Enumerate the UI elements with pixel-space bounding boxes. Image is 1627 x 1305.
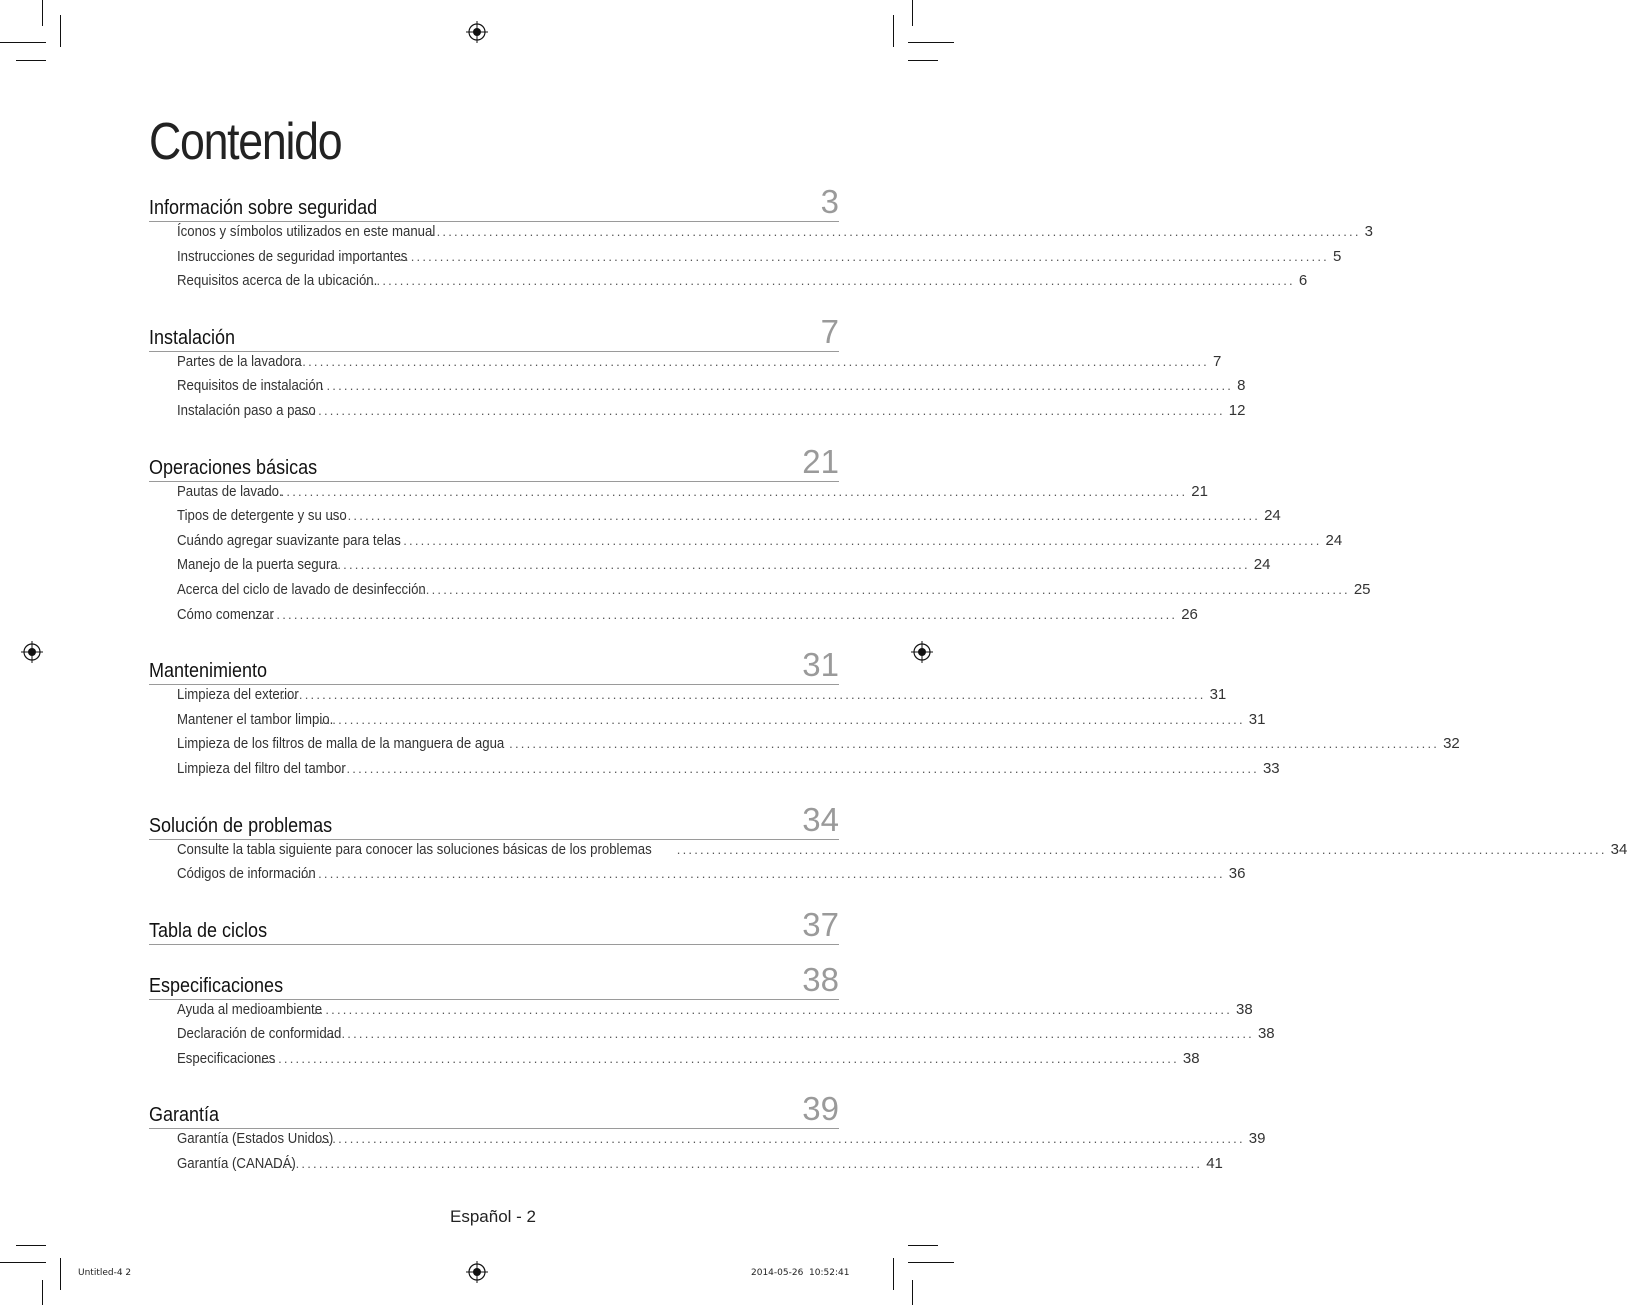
toc-entry-page-number: 33 [1262, 759, 1280, 777]
toc-entry-list [149, 840, 1627, 890]
toc-section [149, 798, 1627, 890]
toc-section [149, 903, 839, 945]
toc-entry-page-number: 38 [1182, 1049, 1200, 1067]
dot-leader: ................................................................................................................................................................ [509, 736, 1440, 752]
toc-entry-label: Cómo comenzar [177, 605, 274, 623]
toc-section-title: Solución de problemas [149, 814, 333, 837]
toc-entry[interactable] [177, 272, 1308, 297]
toc-section-heading[interactable] [149, 180, 839, 222]
toc-entry-page-number: 26 [1181, 605, 1198, 623]
toc-section-title: Mantenimiento [149, 660, 268, 683]
dot-leader: ................................................................................................................................................................ [399, 248, 1329, 264]
toc-section [149, 1087, 1266, 1179]
toc-section-heading[interactable] [149, 1087, 839, 1129]
crop-mark [908, 1262, 954, 1263]
toc-section-page-number: 21 [802, 442, 839, 480]
dot-leader: ................................................................................................................................................................ [391, 532, 1322, 548]
dot-leader: ................................................................................................................................................................ [272, 1156, 1203, 1172]
toc-section-page-number: 7 [820, 312, 839, 350]
toc-entry-label: Especificaciones [177, 1049, 276, 1067]
print-slug-filename: Untitled-4 2 [78, 1268, 132, 1278]
crop-mark [912, 1280, 913, 1305]
toc-entry[interactable] [177, 1025, 1275, 1050]
toc-entry-page-number: 39 [1248, 1130, 1266, 1148]
toc-entry[interactable] [177, 1155, 1223, 1180]
toc-entry-label: Instrucciones de seguridad importantes [177, 247, 408, 265]
crop-mark [893, 15, 894, 47]
toc-entry-page-number: 31 [1248, 710, 1266, 728]
crosshair-registration-icon [466, 21, 488, 43]
crop-mark [42, 0, 43, 26]
toc-entry[interactable] [177, 247, 1342, 273]
toc-section-page-number: 38 [802, 960, 839, 998]
toc-section [149, 310, 1246, 427]
crop-mark [0, 1262, 46, 1263]
dot-leader: ................................................................................................................................................................ [257, 483, 1188, 499]
toc-entry-page-number: 38 [1257, 1025, 1275, 1043]
toc-entry[interactable] [177, 401, 1246, 427]
dot-leader: ................................................................................................................................................................ [314, 1131, 1245, 1147]
dot-leader: ................................................................................................................................................................ [275, 687, 1206, 703]
print-slug-timestamp: 2014-05-26 ￼￼ 10:52:41 [751, 1268, 850, 1278]
toc-entry[interactable] [177, 840, 1627, 866]
crop-mark [912, 0, 913, 26]
dot-leader: ................................................................................................................................................................ [279, 353, 1209, 369]
dot-leader: ................................................................................................................................................................ [319, 557, 1250, 573]
toc-entry-label: Garantía (CANADÁ) [177, 1155, 296, 1173]
toc-section-title: Especificaciones [149, 974, 284, 997]
toc-entry-list [149, 1129, 1266, 1179]
toc-entry-list [149, 1000, 1275, 1075]
toc-entry-page-number: 36 [1228, 865, 1246, 883]
toc-entry-label: Limpieza del exterior [177, 686, 299, 704]
toc-entry[interactable] [177, 710, 1266, 736]
toc-section-heading[interactable] [149, 958, 839, 1000]
toc-entry-label: Íconos y símbolos utilizados en este manual [177, 223, 436, 240]
toc-entry-list [149, 685, 1460, 784]
toc-section [149, 440, 1371, 631]
toc-section-heading[interactable] [149, 643, 839, 685]
toc-section-title: Instalación [149, 326, 236, 349]
crosshair-registration-icon [466, 1261, 488, 1283]
toc-entry[interactable] [177, 223, 1374, 248]
toc-section-heading[interactable] [149, 798, 839, 840]
toc-entry[interactable] [177, 605, 1198, 631]
crop-mark [893, 1258, 894, 1290]
crosshair-registration-icon [911, 641, 933, 663]
page-number-label: Español - 2 [450, 1207, 536, 1226]
crop-mark [42, 1280, 43, 1305]
toc-section-heading[interactable] [149, 903, 839, 945]
toc-section-page-number: 39 [802, 1090, 839, 1128]
dot-leader: ................................................................................................................................................................ [330, 508, 1261, 524]
toc-section [149, 643, 1460, 784]
toc-entry-page-number: 25 [1353, 580, 1371, 598]
toc-entry[interactable] [177, 1000, 1253, 1026]
toc-entry-page-number: 12 [1228, 401, 1246, 419]
toc-entry-page-number: 21 [1191, 482, 1208, 500]
toc-entry[interactable] [177, 686, 1227, 711]
toc-entry-label: Tipos de detergente y su uso [177, 507, 347, 525]
dot-leader: ................................................................................................................................................................ [676, 841, 1607, 857]
toc-entry-label: Acerca del ciclo de lavado de desinfección [177, 580, 426, 598]
toc-entry[interactable] [177, 1049, 1200, 1075]
toc-entry[interactable] [177, 865, 1246, 890]
crosshair-registration-icon [21, 641, 43, 663]
dot-leader: ................................................................................................................................................................ [324, 1026, 1254, 1042]
table-of-contents [149, 180, 1627, 1193]
toc-entry-page-number: 34 [1610, 840, 1627, 858]
toc-entry-label: Limpieza del filtro del tambor [177, 759, 346, 777]
toc-section-title: Tabla de ciclos [149, 919, 268, 942]
toc-entry-label: Limpieza de los filtros de malla de la manguera de agua [177, 735, 505, 753]
toc-section-page-number: 31 [802, 646, 839, 684]
toc-section-heading[interactable] [149, 310, 839, 352]
toc-entry[interactable] [177, 759, 1280, 785]
dot-leader: ................................................................................................................................................................ [303, 378, 1234, 394]
toc-entry[interactable] [177, 507, 1281, 532]
dot-leader: ................................................................................................................................................................ [419, 581, 1350, 597]
toc-entry-page-number: 32 [1443, 735, 1460, 753]
toc-entry-label: Instalación paso a paso [177, 401, 316, 419]
toc-section-page-number: 37 [802, 905, 839, 943]
toc-section-page-number: 34 [802, 800, 839, 838]
crop-mark [908, 42, 954, 43]
toc-entry[interactable] [177, 580, 1371, 606]
toc-entry-label: Pautas de lavado. [177, 482, 283, 500]
toc-entry-label: Manejo de la puerta segura [177, 556, 338, 574]
dot-leader: ................................................................................................................................................................ [329, 760, 1259, 776]
dot-leader: ................................................................................................................................................................ [294, 402, 1225, 418]
toc-entry[interactable] [177, 377, 1246, 402]
toc-entry-page-number: 6 [1298, 272, 1308, 290]
toc-entry[interactable] [177, 1130, 1266, 1155]
dot-leader: ................................................................................................................................................................ [364, 273, 1295, 289]
toc-entry-list [149, 482, 1371, 631]
dot-leader: ................................................................................................................................................................ [249, 1050, 1179, 1066]
toc-entry-label: Garantía (Estados Unidos) [177, 1130, 334, 1148]
dot-leader: ................................................................................................................................................................ [247, 606, 1178, 622]
toc-entry[interactable] [177, 531, 1343, 557]
dot-leader: ................................................................................................................................................................ [430, 224, 1361, 239]
toc-entry[interactable] [177, 482, 1208, 508]
toc-entry-page-number: 24 [1264, 507, 1281, 525]
toc-entry-label: Mantener el tambor limpio. [177, 710, 334, 728]
toc-entry-label: Consulte la tabla siguiente para conocer las soluciones básicas de los problemas [177, 840, 652, 858]
dot-leader: ................................................................................................................................................................ [302, 1001, 1233, 1017]
crop-mark [16, 1245, 46, 1246]
toc-entry-label: Cuándo agregar suavizante para telas [177, 531, 401, 549]
toc-entry-label: Requisitos de instalación [177, 377, 324, 395]
toc-entry-page-number: 7 [1212, 352, 1222, 370]
toc-entry-page-number: 24 [1325, 531, 1343, 549]
crop-mark [908, 1245, 938, 1246]
toc-section-title: Garantía [149, 1104, 220, 1127]
toc-entry-label: Requisitos acerca de la ubicación. [177, 272, 378, 290]
toc-entry-page-number: 24 [1253, 556, 1271, 574]
toc-section-title: Operaciones básicas [149, 456, 318, 479]
toc-entry-page-number: 3 [1364, 223, 1374, 240]
dot-leader: ................................................................................................................................................................ [294, 866, 1225, 882]
toc-entry[interactable] [177, 735, 1460, 760]
toc-section-heading[interactable] [149, 440, 839, 482]
toc-entry-page-number: 38 [1236, 1000, 1253, 1018]
crop-mark [908, 60, 938, 61]
toc-section [149, 958, 1275, 1075]
toc-section-page-number: 3 [820, 183, 839, 220]
toc-entry-page-number: 41 [1206, 1155, 1223, 1173]
toc-entry[interactable] [177, 556, 1271, 581]
toc-entry-page-number: 31 [1209, 686, 1227, 704]
toc-entry-label: Declaración de conformidad [177, 1025, 342, 1043]
toc-entry-list [149, 222, 1374, 297]
crop-mark [60, 1258, 61, 1290]
toc-entry-label: Ayuda al medioambiente [177, 1000, 323, 1018]
toc-entry-label: Partes de la lavadora [177, 352, 302, 370]
crop-mark [60, 15, 61, 47]
toc-entry-list [149, 352, 1246, 427]
toc-entry-page-number: 5 [1332, 247, 1342, 265]
page-title: Contenido [149, 113, 342, 171]
crop-mark [0, 42, 46, 43]
toc-entry[interactable] [177, 352, 1222, 378]
toc-entry-label: Códigos de información [177, 865, 316, 883]
dot-leader: ................................................................................................................................................................ [314, 711, 1245, 727]
toc-section-title: Información sobre seguridad [149, 197, 378, 219]
crop-mark [16, 60, 46, 61]
toc-entry-page-number: 8 [1237, 377, 1246, 395]
toc-section [149, 180, 1374, 297]
